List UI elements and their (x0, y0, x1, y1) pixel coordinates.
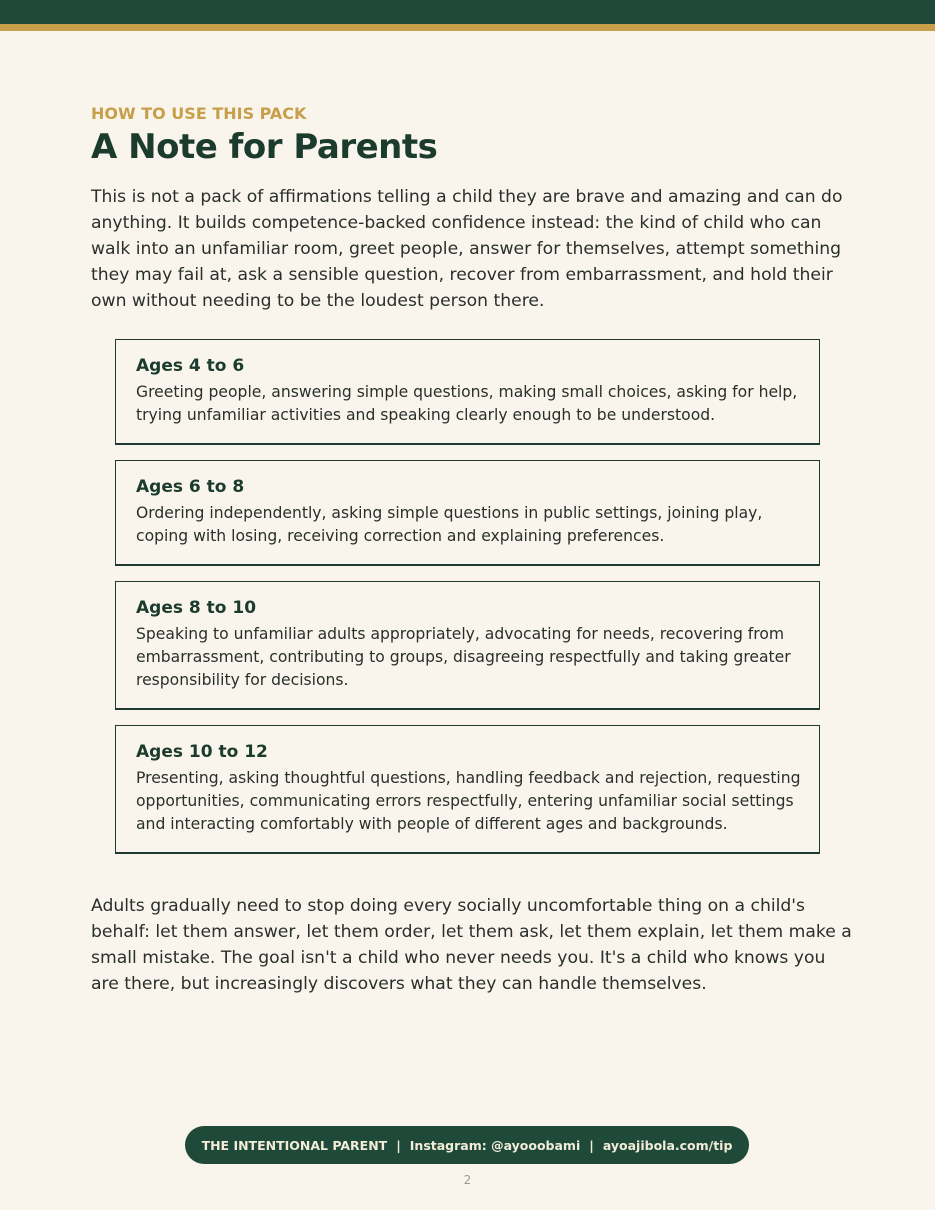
footer-banner (185, 1126, 749, 1164)
top-color-band (0, 0, 935, 24)
intro-paragraph: This is not a pack of affirmations telling a child they are brave and amazing and can do anything. It builds competence-backed confidence instead: the kind of child who can walk into an unfamiliar room, greet people, answer for themselves, attempt something they may fail at, ask a sensible question, recover from embarrassment, and hold their own without needing to be the loudest person there. (91, 187, 843, 311)
footer-brand: THE INTENTIONAL PARENT (201, 1137, 388, 1153)
age-group-card-4-6 (115, 339, 820, 445)
footer-separator: | (396, 1137, 401, 1153)
top-gold-stripe (0, 24, 935, 31)
section-eyebrow: HOW TO USE THIS PACK (91, 104, 307, 123)
age-group-description: Speaking to unfamiliar adults appropriately, advocating for needs, recovering from embarrassment, contributing to groups, disagreeing respectfully and taking greater responsibility for decisions. (136, 625, 791, 689)
age-group-card-10-12 (115, 725, 820, 854)
page-title: A Note for Parents (91, 127, 438, 167)
closing-paragraph: Adults gradually need to stop doing every socially uncomfortable thing on a child's behalf: let them answer, let them order, let them ask, let them explain, let them make a small mistake. The goal isn't a child who never needs you. It's a child who knows you are there, but increasingly discovers what they can handle themselves. (91, 896, 852, 994)
age-group-title: Ages 4 to 6 (136, 356, 245, 376)
age-group-description: Ordering independently, asking simple questions in public settings, joining play, coping with losing, receiving correction and explaining preferences. (136, 504, 763, 545)
age-group-description: Greeting people, answering simple questions, making small choices, asking for help, trying unfamiliar activities and speaking clearly enough to be understood. (136, 383, 798, 424)
age-groups-list (115, 339, 820, 869)
footer-separator: | (589, 1137, 594, 1153)
page-number: 2 (463, 1173, 472, 1187)
footer-website: ayoajibola.com/tip (602, 1137, 733, 1153)
age-group-title: Ages 10 to 12 (136, 742, 268, 762)
footer-instagram-handle: Instagram: @ayooobami (409, 1137, 581, 1153)
age-group-title: Ages 6 to 8 (136, 477, 245, 497)
age-group-title: Ages 8 to 10 (136, 598, 257, 618)
age-group-card-8-10 (115, 581, 820, 710)
age-group-description: Presenting, asking thoughtful questions, handling feedback and rejection, requesting opportunities, communicating errors respectfully, entering unfamiliar social settings and interacting comfortably with people of different ages and backgrounds. (136, 769, 801, 833)
age-group-card-6-8 (115, 460, 820, 566)
